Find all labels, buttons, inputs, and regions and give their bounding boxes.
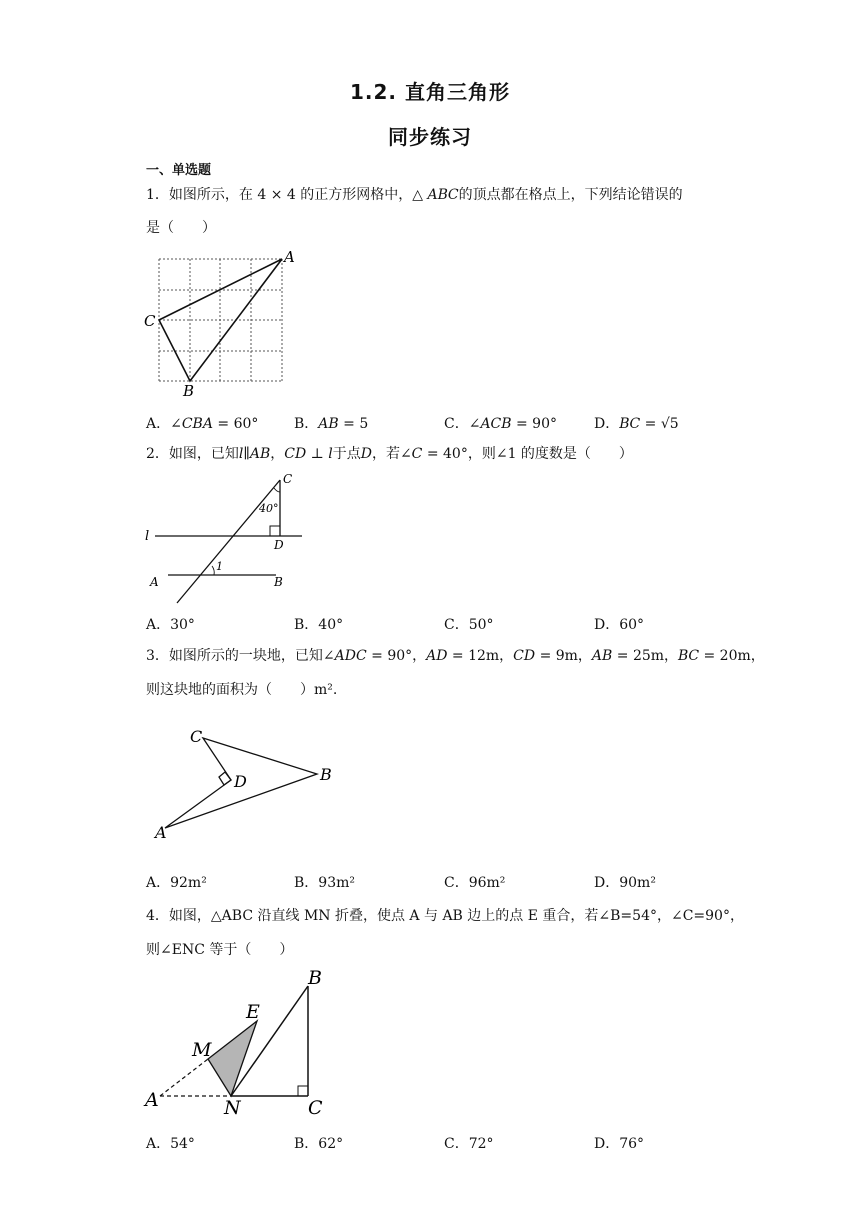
- question-1-stem: 1．如图所示，在 4 × 4 的正方形网格中，△ 𝐴𝐵𝐶的顶点都在格点上，下列结论错误的: [146, 187, 683, 203]
- label-d: D: [274, 538, 284, 552]
- folded-triangle-mne: [208, 1021, 257, 1096]
- label-d: D: [234, 772, 247, 791]
- q4-option-d: D．76°: [594, 1136, 645, 1152]
- q3-option-d: D．90m²: [594, 875, 656, 891]
- question-4-figure: [140, 966, 350, 1118]
- q2-option-b: B．40°: [294, 617, 344, 633]
- question-2-stem: 2．如图，已知𝑙∥𝐴𝐵，𝐶𝐷 ⊥ 𝑙于点𝐷，若∠𝐶 = 40°，则∠1 的度数是（ ）: [146, 446, 633, 462]
- question-3-stem: 3．如图所示的一块地，已知∠𝐴𝐷𝐶 = 90°，𝐴𝐷 = 12m，𝐶𝐷 = 9m，𝐴𝐵 = 25m，𝐵𝐶 = 20m，: [146, 648, 765, 664]
- label-c: C: [283, 472, 293, 486]
- q2-option-d: D．60°: [594, 617, 645, 633]
- q1-option-a: A．∠𝐶𝐵𝐴 = 60°: [146, 416, 259, 432]
- transversal-line: [177, 480, 280, 603]
- question-2-figure: [140, 470, 315, 608]
- label-m: M: [192, 1039, 212, 1061]
- q1-option-d: D．𝐵𝐶 = √5: [594, 416, 679, 432]
- question-3-stem-cont: 则这块地的面积为（ ）m².: [146, 682, 338, 698]
- label-b: B: [308, 967, 322, 989]
- label-c: C: [144, 312, 156, 330]
- question-4-stem-cont: 则∠ENC 等于（ ）: [146, 942, 294, 958]
- label-b: B: [320, 765, 332, 784]
- question-1-figure: [140, 248, 310, 398]
- q1-option-b: B．𝐴𝐵 = 5: [294, 416, 369, 432]
- label-a: A: [155, 823, 167, 842]
- page-title: 1.2. 直角三角形: [350, 80, 510, 104]
- label-b: B: [274, 575, 283, 589]
- question-4-stem: 4．如图，△ABC 沿直线 MN 折叠，使点 A 与 AB 边上的点 E 重合，若∠B=54°，∠C=90°，: [146, 908, 744, 924]
- right-angle-mark: [270, 526, 280, 536]
- grid-lines: [159, 259, 282, 381]
- label-angle-40: 40°: [259, 502, 279, 515]
- q2-option-c: C．50°: [444, 617, 494, 633]
- label-a: A: [145, 1089, 159, 1111]
- label-n: N: [224, 1097, 241, 1118]
- label-a: A: [284, 248, 295, 266]
- question-3-figure: [150, 722, 350, 847]
- q4-option-c: C．72°: [444, 1136, 494, 1152]
- label-angle-1: 1: [216, 560, 223, 573]
- question-1-stem-cont: 是（ ）: [146, 220, 216, 236]
- q3-option-a: A．92m²: [146, 875, 207, 891]
- label-a: A: [150, 575, 159, 589]
- q4-option-b: B．62°: [294, 1136, 344, 1152]
- right-angle-mark: [219, 772, 231, 785]
- q1-option-c: C．∠𝐴𝐶𝐵 = 90°: [444, 416, 557, 432]
- label-l: l: [145, 529, 150, 544]
- label-c: C: [308, 1097, 323, 1118]
- q3-option-c: C．96m²: [444, 875, 506, 891]
- dashed-am: [160, 1059, 208, 1096]
- right-angle-mark: [298, 1086, 308, 1096]
- label-b: B: [183, 382, 195, 398]
- label-e: E: [246, 1001, 260, 1023]
- q3-option-b: B．93m²: [294, 875, 355, 891]
- q4-option-a: A．54°: [146, 1136, 195, 1152]
- section-heading: 一、单选题: [146, 163, 212, 178]
- q2-option-a: A．30°: [146, 617, 195, 633]
- angle-arc-c: [274, 488, 280, 492]
- page-subtitle: 同步练习: [388, 125, 472, 149]
- label-c: C: [190, 727, 203, 746]
- angle-arc-1: [212, 566, 214, 575]
